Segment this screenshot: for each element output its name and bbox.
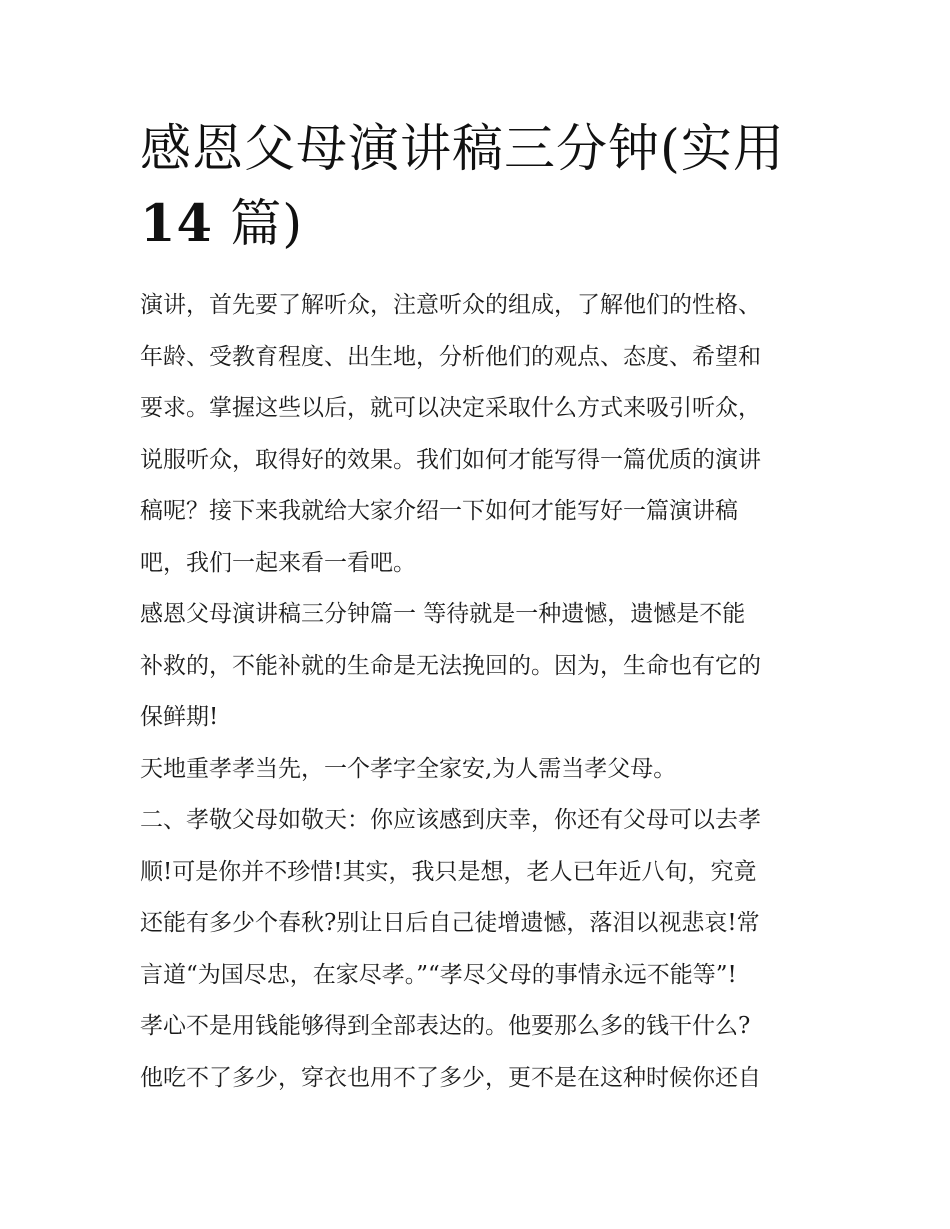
body-line: 年龄、受教育程度、出生地，分析他们的观点、态度、希望和 [140, 343, 761, 370]
body-line: 补救的，不能补就的生命是无法挽回的。因为，生命也有它的 [140, 652, 761, 679]
title-count: 14 [140, 194, 213, 254]
body-line: 感恩父母演讲稿三分钟篇一 等待就是一种遗憾，遗憾是不能 [140, 601, 746, 627]
body-line: 还能有多少个春秋?别让日后自己徒增遗憾，落泪以视悲哀!常 [140, 910, 760, 936]
body-line: 二、孝敬父母如敬天：你应该感到庆幸，你还有父母可以去孝 [140, 807, 761, 833]
document-body [140, 280, 830, 1104]
body-line: 天地重孝孝当先，一个孝字全家安,为人需当孝父母。 [140, 755, 677, 782]
title-suffix: 篇) [212, 195, 304, 254]
body-line: 言道“为国尽忠，在家尽孝。”“孝尽父母的事情永远不能等”! [140, 961, 737, 988]
body-line: 他吃不了多少，穿衣也用不了多少，更不是在这种时候你还自 [140, 1064, 761, 1091]
body-line: 吧，我们一起来看一看吧。 [140, 549, 416, 576]
title-line-2 [140, 187, 820, 262]
body-line: 说服听众，取得好的效果。我们如何才能写得一篇优质的演讲 [140, 446, 761, 473]
body-line: 保鲜期! [140, 704, 219, 730]
title-line-1: 感恩父母演讲稿三分钟(实用 [140, 120, 785, 179]
document-title [140, 112, 820, 262]
body-line: 要求。掌握这些以后，就可以决定采取什么方式来吸引听众， [140, 395, 761, 421]
body-line: 演讲，首先要了解听众，注意听众的组成，了解他们的性格、 [140, 292, 761, 318]
body-line: 稿呢？接下来我就给大家介绍一下如何才能写好一篇演讲稿 [140, 498, 738, 524]
body-line: 孝心不是用钱能够得到全部表达的。他要那么多的钱干什么? [140, 1013, 751, 1039]
body-line: 顺!可是你并不珍惜!其实，我只是想，老人已年近八旬，究竟 [140, 858, 757, 885]
